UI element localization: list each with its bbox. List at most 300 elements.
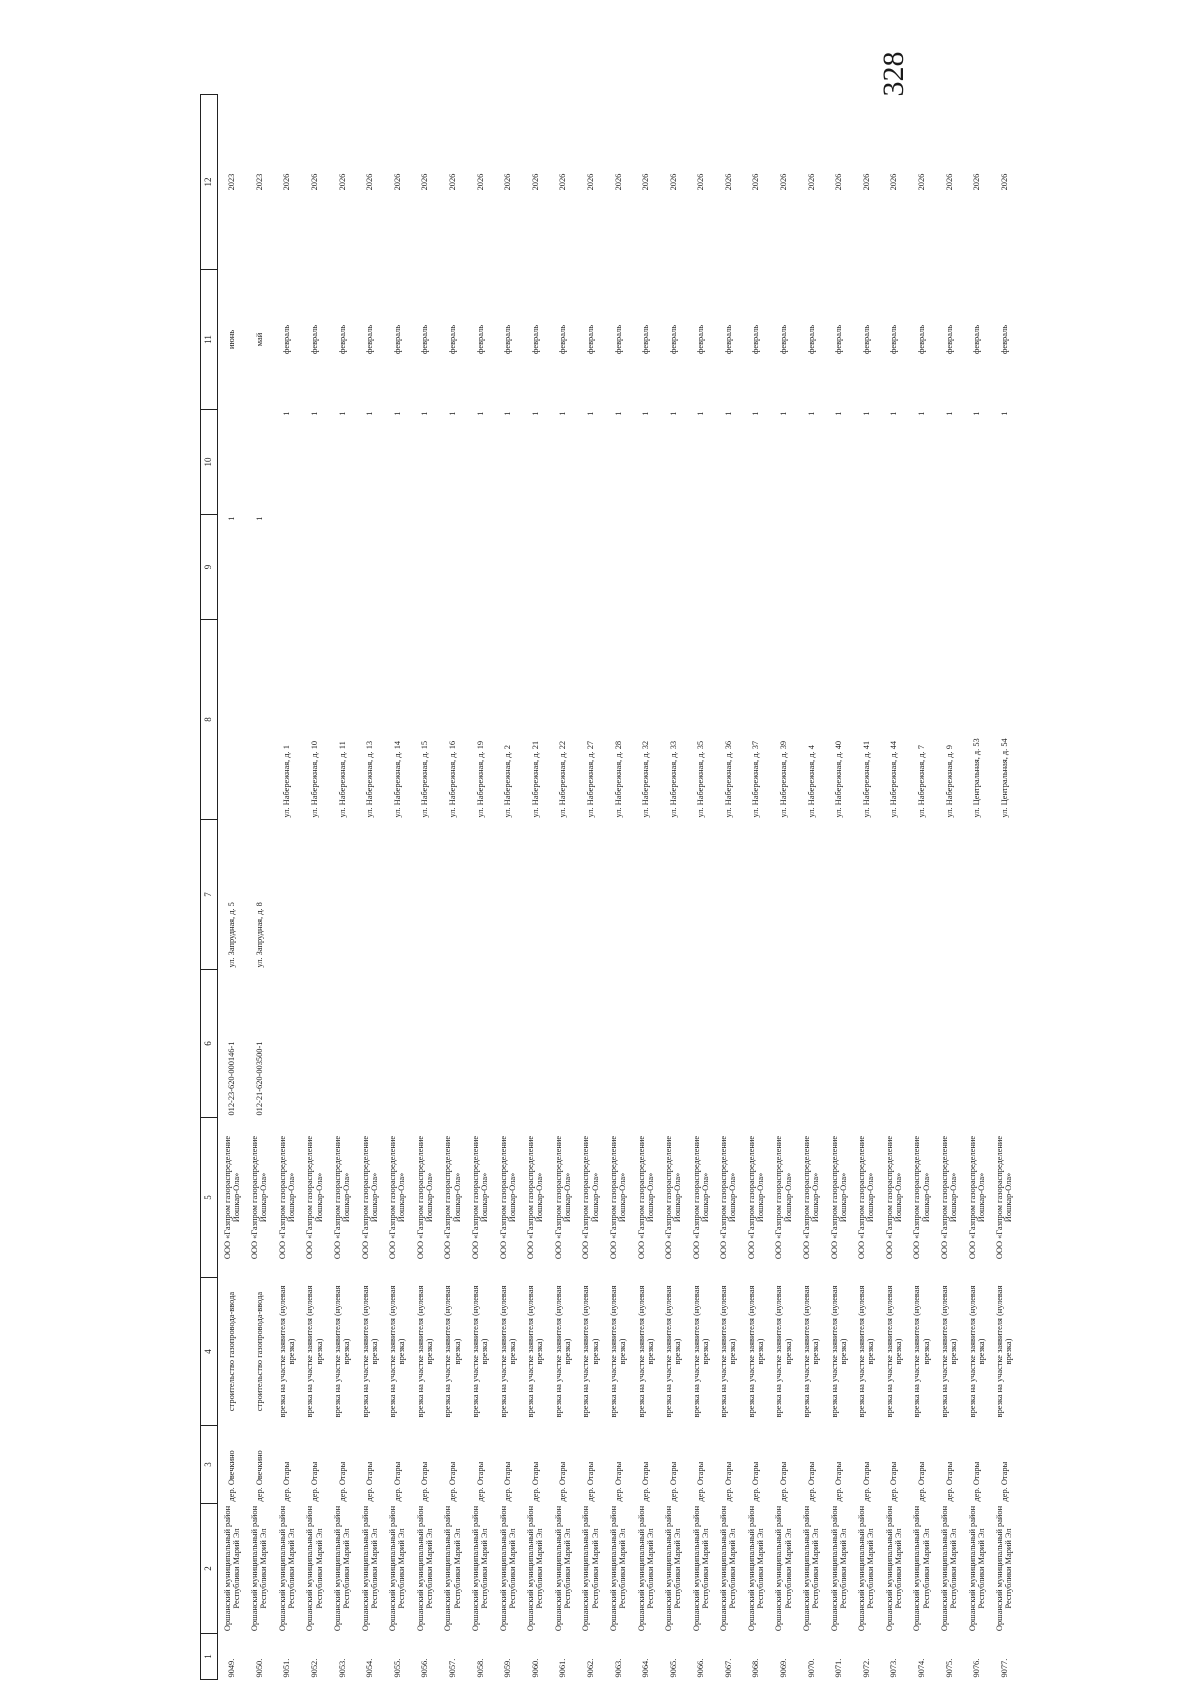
settlement-cell: дер. Отары — [944, 1461, 954, 1502]
month-cell: февраль — [834, 324, 844, 355]
row-number: 9077. — [999, 1658, 1009, 1678]
address-col8-cell: ул. Набережная, д. 27 — [585, 740, 595, 818]
count-col10-cell: 1 — [944, 411, 954, 416]
count-col10-cell: 1 — [972, 411, 982, 416]
address-col8-cell: ул. Набережная, д. 14 — [392, 740, 402, 818]
year-cell: 2023 — [254, 173, 264, 191]
month-cell: май — [254, 332, 264, 347]
row-number: 9069. — [779, 1658, 789, 1678]
count-col10-cell: 1 — [668, 411, 678, 416]
count-col9-cell — [356, 515, 384, 620]
column-header-1: 1 — [201, 1634, 218, 1680]
address-col8-cell: ул. Набережная, д. 35 — [696, 740, 706, 818]
address-col8-cell: ул. Набережная, д. 41 — [861, 740, 871, 818]
count-col10-cell: 1 — [475, 411, 485, 416]
count-col10-cell: 1 — [889, 411, 899, 416]
district-cell: Оршанский муниципальный район Республики Марий Эл — [332, 1505, 352, 1632]
count-col10-cell: 1 — [309, 411, 319, 416]
address-col7-cell — [384, 820, 412, 970]
month-cell: февраль — [309, 324, 319, 355]
code-cell — [797, 970, 825, 1118]
table-row — [660, 95, 688, 1680]
year-cell: 2026 — [613, 173, 623, 191]
work-type-cell: строительство газопровода-ввода — [227, 1291, 237, 1412]
count-col9-cell — [604, 515, 632, 620]
year-cell: 2026 — [447, 173, 457, 191]
address-col7-cell — [632, 820, 660, 970]
year-cell: 2026 — [309, 173, 319, 191]
organization-cell: ООО «Газпром газораспределение Йошкар-Ола» — [305, 1135, 324, 1260]
column-header-5: 5 — [201, 1118, 218, 1278]
settlement-cell: дер. Отары — [503, 1461, 513, 1502]
district-cell: Оршанский муниципальный район Республики Марий Эл — [857, 1505, 876, 1632]
row-number: 9059. — [503, 1658, 513, 1678]
month-cell: февраль — [613, 324, 623, 355]
row-number: 9051. — [282, 1658, 292, 1678]
district-cell: Оршанский муниципальный район Республики Марий Эл — [581, 1505, 600, 1632]
row-number: 9056. — [420, 1658, 430, 1678]
row-number: 9070. — [806, 1658, 816, 1678]
work-type-cell: врезка на участке заявителя (нулевая врезка) — [746, 1285, 766, 1418]
code-cell — [549, 970, 577, 1118]
count-col9-cell — [908, 515, 936, 620]
code-cell — [577, 970, 605, 1118]
address-col8-cell: ул. Набережная, д. 15 — [420, 740, 430, 818]
district-cell: Оршанский муниципальный район Республики Марий Эл — [305, 1505, 324, 1632]
organization-cell: ООО «Газпром газораспределение Йошкар-Ола» — [774, 1135, 793, 1260]
count-col9-cell — [660, 515, 688, 620]
district-cell: Оршанский муниципальный район Республики Марий Эл — [884, 1505, 904, 1632]
year-cell: 2026 — [944, 173, 954, 191]
code-cell — [935, 970, 963, 1118]
table-row — [522, 95, 550, 1680]
count-col9-cell — [328, 515, 356, 620]
count-col9-cell — [632, 515, 660, 620]
month-cell: февраль — [889, 324, 899, 355]
count-col10-cell: 1 — [503, 411, 513, 416]
count-col10-cell: 1 — [696, 411, 706, 416]
settlement-cell: дер. Отары — [309, 1461, 319, 1502]
district-cell: Оршанский муниципальный район Республики Марий Эл — [719, 1505, 738, 1632]
rotated-table-wrapper — [200, 95, 1014, 1680]
organization-cell: ООО «Газпром газораспределение Йошкар-Ола» — [967, 1135, 986, 1260]
organization-cell: ООО «Газпром газораспределение Йошкар-Ола» — [912, 1135, 931, 1260]
settlement-cell: дер. Отары — [779, 1461, 789, 1502]
code-cell — [963, 970, 991, 1118]
count-col10-cell: 1 — [751, 411, 761, 416]
year-cell: 2026 — [999, 173, 1009, 191]
address-col8-cell: ул. Набережная, д. 10 — [309, 740, 319, 818]
year-cell: 2026 — [282, 173, 292, 191]
table-body — [218, 95, 1019, 1680]
month-cell: февраль — [917, 324, 927, 355]
address-col7-cell — [715, 820, 743, 970]
count-col9-cell — [522, 515, 550, 620]
address-col8-cell: ул. Набережная, д. 28 — [613, 740, 623, 818]
address-col7-cell — [991, 820, 1019, 970]
work-type-cell: врезка на участке заявителя (нулевая врезка) — [581, 1285, 600, 1418]
address-col8-cell: ул. Набережная, д. 37 — [751, 740, 761, 818]
count-col9-cell — [439, 515, 467, 620]
count-col10-cell: 1 — [585, 411, 595, 416]
settlement-cell: дер. Отары — [337, 1461, 347, 1502]
row-number: 9063. — [613, 1658, 623, 1678]
organization-cell: ООО «Газпром газораспределение Йошкар-Ола» — [719, 1135, 738, 1260]
district-cell: Оршанский муниципальный район Республики Марий Эл — [526, 1505, 545, 1632]
work-type-cell: врезка на участке заявителя (нулевая врезка) — [332, 1285, 352, 1418]
district-cell: Оршанский муниципальный район Республики Марий Эл — [829, 1505, 848, 1632]
district-cell: Оршанский муниципальный район Республики Марий Эл — [967, 1505, 986, 1632]
settlement-cell: дер. Отары — [558, 1461, 568, 1502]
work-type-cell: врезка на участке заявителя (нулевая врезка) — [277, 1285, 296, 1418]
count-col9-cell — [494, 515, 522, 620]
count-col10-cell: 1 — [917, 411, 927, 416]
district-cell: Оршанский муниципальный район Республики Марий Эл — [498, 1505, 517, 1632]
column-header-6: 6 — [201, 970, 218, 1118]
count-col10-cell: 1 — [806, 411, 816, 416]
address-col7-cell — [797, 820, 825, 970]
address-col8-cell: ул. Набережная, д. 19 — [475, 740, 485, 818]
month-cell: февраль — [668, 324, 678, 355]
year-cell: 2026 — [641, 173, 651, 191]
table-row — [632, 95, 660, 1680]
table-row — [604, 95, 632, 1680]
count-col10-cell: 1 — [447, 411, 457, 416]
settlement-cell: дер. Отары — [806, 1461, 816, 1502]
code-cell — [908, 970, 936, 1118]
table-row — [328, 95, 356, 1680]
table-header-row — [201, 95, 218, 1680]
address-col7-cell — [963, 820, 991, 970]
count-col9-cell — [715, 515, 743, 620]
year-cell: 2026 — [972, 173, 982, 191]
year-cell: 2026 — [834, 173, 844, 191]
settlement-cell: дер. Отары — [834, 1461, 844, 1502]
code-cell — [604, 970, 632, 1118]
work-type-cell: врезка на участке заявителя (нулевая врезка) — [415, 1285, 434, 1418]
year-cell: 2026 — [723, 173, 733, 191]
work-type-cell: врезка на участке заявителя (нулевая врезка) — [719, 1285, 738, 1418]
row-number: 9057. — [447, 1658, 457, 1678]
code-cell — [522, 970, 550, 1118]
district-cell: Оршанский муниципальный район Республики Марий Эл — [774, 1505, 793, 1632]
address-col7-cell — [549, 820, 577, 970]
address-col7-cell — [825, 820, 853, 970]
row-number: 9065. — [668, 1658, 678, 1678]
district-cell: Оршанский муниципальный район Республики Марий Эл — [470, 1505, 490, 1632]
count-col9-cell: 1 — [254, 516, 264, 521]
address-col7-cell — [604, 820, 632, 970]
count-col10-cell: 1 — [282, 411, 292, 416]
year-cell: 2026 — [917, 173, 927, 191]
work-type-cell: строительство газопровода-ввода — [254, 1291, 264, 1412]
address-col7-cell: ул. Запрудная, д. 5 — [227, 902, 237, 968]
column-header-9: 9 — [201, 515, 218, 620]
table-row — [797, 95, 825, 1680]
row-number: 9075. — [944, 1658, 954, 1678]
year-cell: 2026 — [392, 173, 402, 191]
work-type-cell: врезка на участке заявителя (нулевая врезка) — [498, 1285, 517, 1418]
table-row — [301, 95, 329, 1680]
code-cell — [384, 970, 412, 1118]
work-type-cell: врезка на участке заявителя (нулевая врезка) — [553, 1285, 572, 1418]
row-number: 9064. — [641, 1658, 651, 1678]
year-cell: 2026 — [751, 173, 761, 191]
count-col9-cell — [466, 515, 494, 620]
district-cell: Оршанский муниципальный район Республики Марий Эл — [222, 1505, 241, 1632]
address-col8-cell — [246, 620, 274, 820]
column-header-7: 7 — [201, 820, 218, 970]
address-col8-cell: ул. Центральная, д. 54 — [999, 738, 1009, 818]
organization-cell: ООО «Газпром газораспределение Йошкар-Ола» — [884, 1135, 904, 1260]
month-cell: февраль — [972, 324, 982, 355]
address-col7-cell — [853, 820, 881, 970]
address-col8-cell: ул. Набережная, д. 16 — [447, 740, 457, 818]
year-cell: 2026 — [503, 173, 513, 191]
row-number: 9068. — [751, 1658, 761, 1678]
work-type-cell: врезка на участке заявителя (нулевая врезка) — [305, 1285, 324, 1418]
organization-cell: ООО «Газпром газораспределение Йошкар-Ола» — [415, 1135, 434, 1260]
settlement-cell: дер. Отары — [972, 1461, 982, 1502]
month-cell: февраль — [447, 324, 457, 355]
month-cell: февраль — [944, 324, 954, 355]
column-header-4: 4 — [201, 1278, 218, 1426]
address-col8-cell: ул. Набережная, д. 33 — [668, 740, 678, 818]
count-col10-cell: 1 — [613, 411, 623, 416]
code-cell — [632, 970, 660, 1118]
code-cell — [660, 970, 688, 1118]
year-cell: 2026 — [696, 173, 706, 191]
settlement-cell: дер. Отары — [392, 1461, 402, 1502]
row-number: 9061. — [558, 1658, 568, 1678]
code-cell — [880, 970, 908, 1118]
address-col7-cell — [356, 820, 384, 970]
table-row — [880, 95, 908, 1680]
table-row — [218, 95, 246, 1680]
table-row — [770, 95, 798, 1680]
work-type-cell: врезка на участке заявителя (нулевая врезка) — [691, 1285, 710, 1418]
year-cell: 2026 — [779, 173, 789, 191]
organization-cell: ООО «Газпром газораспределение Йошкар-Ола» — [857, 1135, 876, 1260]
district-cell: Оршанский муниципальный район Республики Марий Эл — [691, 1505, 710, 1632]
table-row — [577, 95, 605, 1680]
address-col7-cell — [439, 820, 467, 970]
district-cell: Оршанский муниципальный район Республики Марий Эл — [636, 1505, 655, 1632]
row-number: 9060. — [530, 1658, 540, 1678]
year-cell: 2026 — [475, 173, 485, 191]
address-col7-cell — [935, 820, 963, 970]
organization-cell: ООО «Газпром газораспределение Йошкар-Ола» — [664, 1135, 683, 1260]
settlement-cell: дер. Отары — [420, 1461, 430, 1502]
work-type-cell: врезка на участке заявителя (нулевая врезка) — [829, 1285, 848, 1418]
organization-cell: ООО «Газпром газораспределение Йошкар-Ола» — [746, 1135, 766, 1260]
table-row — [742, 95, 770, 1680]
count-col10-cell: 1 — [834, 411, 844, 416]
code-cell — [301, 970, 329, 1118]
address-col7-cell — [908, 820, 936, 970]
count-col9-cell — [770, 515, 798, 620]
year-cell: 2026 — [365, 173, 375, 191]
code-cell — [411, 970, 439, 1118]
address-col7-cell — [742, 820, 770, 970]
row-number: 9055. — [392, 1658, 402, 1678]
count-col10-cell: 1 — [999, 411, 1009, 416]
table-row — [273, 95, 301, 1680]
address-col8-cell: ул. Набережная, д. 21 — [530, 740, 540, 818]
settlement-cell: дер. Отары — [447, 1461, 457, 1502]
table-row — [991, 95, 1019, 1680]
count-col9-cell — [687, 515, 715, 620]
address-col7-cell — [577, 820, 605, 970]
count-col10-cell: 1 — [558, 411, 568, 416]
count-col10-cell: 1 — [420, 411, 430, 416]
settlement-cell: дер. Отары — [585, 1461, 595, 1502]
settlement-cell: дер. Отары — [282, 1461, 292, 1502]
address-col8-cell: ул. Центральная, д. 53 — [972, 738, 982, 818]
organization-cell: ООО «Газпром газораспределение Йошкар-Ола» — [277, 1135, 296, 1260]
count-col9-cell — [825, 515, 853, 620]
work-type-cell: врезка на участке заявителя (нулевая врезка) — [774, 1285, 793, 1418]
address-col8-cell: ул. Набережная, д. 2 — [503, 745, 513, 818]
settlement-cell: дер. Отары — [668, 1461, 678, 1502]
settlement-cell: дер. Отары — [365, 1461, 375, 1502]
registry-table — [200, 94, 1018, 1680]
table-row — [908, 95, 936, 1680]
district-cell: Оршанский муниципальный район Республики Марий Эл — [443, 1505, 462, 1632]
code-cell — [825, 970, 853, 1118]
month-cell: февраль — [475, 324, 485, 355]
address-col7-cell — [494, 820, 522, 970]
code-cell: 012-21-620-003500-1 — [254, 1041, 264, 1116]
row-number: 9054. — [365, 1658, 375, 1678]
code-cell — [328, 970, 356, 1118]
organization-cell: ООО «Газпром газораспределение Йошкар-Ола» — [995, 1135, 1014, 1260]
month-cell: февраль — [751, 324, 761, 355]
row-number: 9074. — [917, 1658, 927, 1678]
address-col7-cell — [466, 820, 494, 970]
address-col8-cell — [218, 620, 246, 820]
count-col9-cell: 1 — [227, 516, 237, 521]
address-col8-cell: ул. Набережная, д. 7 — [917, 745, 927, 818]
organization-cell: ООО «Газпром газораспределение Йошкар-Ола» — [636, 1135, 655, 1260]
year-cell: 2026 — [420, 173, 430, 191]
code-cell — [770, 970, 798, 1118]
organization-cell: ООО «Газпром газораспределение Йошкар-Ола» — [553, 1135, 572, 1260]
address-col8-cell: ул. Набережная, д. 1 — [282, 745, 292, 818]
organization-cell: ООО «Газпром газораспределение Йошкар-Ола» — [581, 1135, 600, 1260]
code-cell — [439, 970, 467, 1118]
count-col9-cell — [991, 515, 1019, 620]
year-cell: 2026 — [530, 173, 540, 191]
address-col7-cell — [273, 820, 301, 970]
month-cell: февраль — [999, 324, 1009, 355]
work-type-cell: врезка на участке заявителя (нулевая врезка) — [443, 1285, 462, 1418]
page-number: 328 — [877, 51, 910, 97]
table-row — [356, 95, 384, 1680]
district-cell: Оршанский муниципальный район Республики Марий Эл — [940, 1505, 959, 1632]
count-col9-cell — [853, 515, 881, 620]
count-col10-cell: 1 — [723, 411, 733, 416]
address-col7-cell — [687, 820, 715, 970]
year-cell: 2026 — [861, 173, 871, 191]
count-col9-cell — [963, 515, 991, 620]
year-cell: 2026 — [585, 173, 595, 191]
column-header-2: 2 — [201, 1504, 218, 1634]
organization-cell: ООО «Газпром газораспределение Йошкар-Ола» — [829, 1135, 848, 1260]
row-number: 9073. — [889, 1658, 899, 1678]
table-row — [384, 95, 412, 1680]
year-cell: 2026 — [806, 173, 816, 191]
count-col9-cell — [742, 515, 770, 620]
work-type-cell: врезка на участке заявителя (нулевая врезка) — [884, 1285, 904, 1418]
month-cell: февраль — [420, 324, 430, 355]
count-col9-cell — [411, 515, 439, 620]
organization-cell: ООО «Газпром газораспределение Йошкар-Ола» — [250, 1135, 269, 1260]
settlement-cell: дер. Отары — [751, 1461, 761, 1502]
address-col7-cell — [328, 820, 356, 970]
district-cell: Оршанский муниципальный район Республики Марий Эл — [415, 1505, 434, 1632]
work-type-cell: врезка на участке заявителя (нулевая врезка) — [940, 1285, 959, 1418]
column-header-8: 8 — [201, 620, 218, 820]
district-cell: Оршанский муниципальный район Республики Марий Эл — [746, 1505, 766, 1632]
settlement-cell: дер. Отары — [723, 1461, 733, 1502]
month-cell: февраль — [779, 324, 789, 355]
count-col9-cell — [549, 515, 577, 620]
count-col10-cell — [218, 410, 246, 515]
month-cell: февраль — [503, 324, 513, 355]
row-number: 9062. — [585, 1658, 595, 1678]
count-col9-cell — [577, 515, 605, 620]
table-row — [466, 95, 494, 1680]
code-cell — [466, 970, 494, 1118]
row-number: 9071. — [834, 1658, 844, 1678]
address-col7-cell — [660, 820, 688, 970]
code-cell — [494, 970, 522, 1118]
count-col10-cell — [246, 410, 274, 515]
district-cell: Оршанский муниципальный район Республики Марий Эл — [250, 1505, 269, 1632]
count-col10-cell: 1 — [779, 411, 789, 416]
row-number: 9052. — [309, 1658, 319, 1678]
month-cell: февраль — [696, 324, 706, 355]
month-cell: февраль — [641, 324, 651, 355]
address-col8-cell: ул. Набережная, д. 13 — [365, 740, 375, 818]
settlement-cell: дер. Отары — [999, 1461, 1009, 1502]
address-col8-cell: ул. Набережная, д. 22 — [558, 740, 568, 818]
settlement-cell: дер. Отары — [861, 1461, 871, 1502]
address-col7-cell — [411, 820, 439, 970]
work-type-cell: врезка на участке заявителя (нулевая врезка) — [967, 1285, 986, 1418]
district-cell: Оршанский муниципальный район Республики Марий Эл — [388, 1505, 407, 1632]
district-cell: Оршанский муниципальный район Республики Марий Эл — [664, 1505, 683, 1632]
code-cell — [356, 970, 384, 1118]
column-header-12: 12 — [201, 95, 218, 270]
row-number: 9066. — [696, 1658, 706, 1678]
month-cell: февраль — [806, 324, 816, 355]
settlement-cell: дер. Отары — [613, 1461, 623, 1502]
address-col7-cell — [301, 820, 329, 970]
month-cell: февраль — [337, 324, 347, 355]
work-type-cell: врезка на участке заявителя (нулевая врезка) — [388, 1285, 407, 1418]
district-cell: Оршанский муниципальный район Республики Марий Эл — [802, 1505, 821, 1632]
organization-cell: ООО «Газпром газораспределение Йошкар-Ола» — [443, 1135, 462, 1260]
table-row — [825, 95, 853, 1680]
column-header-3: 3 — [201, 1426, 218, 1504]
row-number: 9050. — [254, 1658, 264, 1678]
address-col8-cell: ул. Набережная, д. 4 — [806, 745, 816, 818]
organization-cell: ООО «Газпром газораспределение Йошкар-Ола» — [526, 1135, 545, 1260]
organization-cell: ООО «Газпром газораспределение Йошкар-Ола» — [608, 1135, 628, 1260]
address-col8-cell: ул. Набережная, д. 36 — [723, 740, 733, 818]
